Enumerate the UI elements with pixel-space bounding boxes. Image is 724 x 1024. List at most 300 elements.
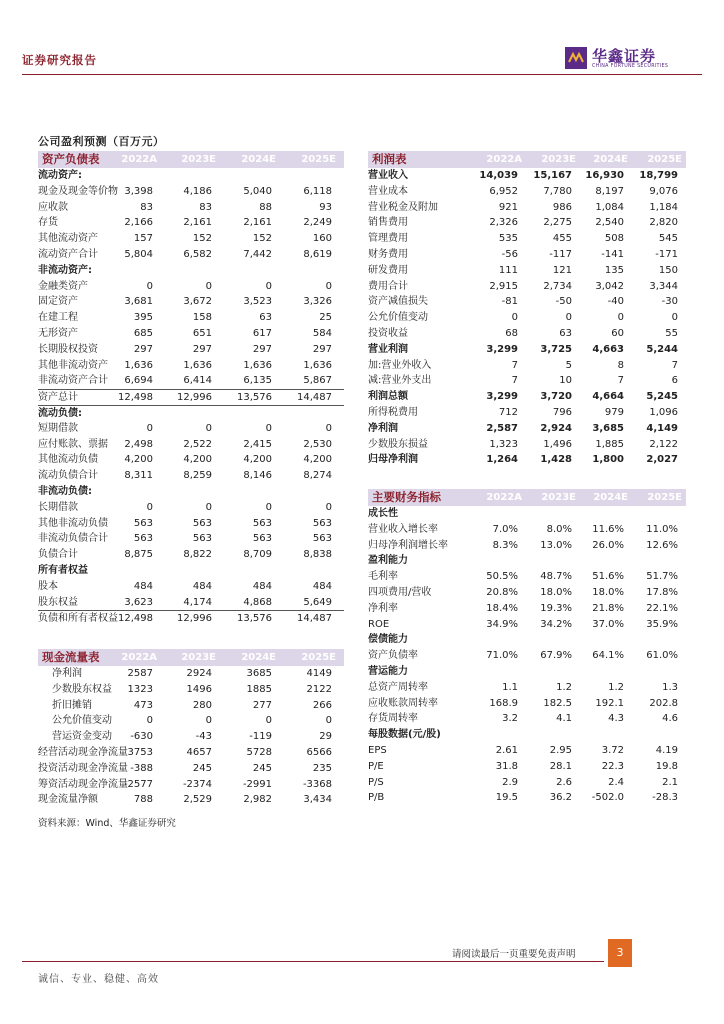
page-number: 3 (608, 939, 632, 967)
cell-value: 1.1 (502, 681, 518, 693)
table-row (368, 421, 686, 437)
row-label: 现金及现金等价物 (38, 185, 118, 197)
row-label: 流动资产合计 (38, 248, 98, 260)
cell-value: 4,200 (124, 454, 153, 466)
row-label: 归母净利润 (368, 454, 418, 466)
cell-value: 6,582 (183, 248, 212, 260)
cell-value: 5,867 (303, 375, 332, 387)
row-label: P/S (368, 776, 384, 788)
cell-value: 55 (665, 327, 678, 339)
cell-value: 0 (325, 715, 332, 727)
cell-value: 5,244 (646, 343, 678, 355)
cell-value: 1,636 (303, 359, 332, 371)
table-row (368, 294, 686, 310)
cell-value: 5,804 (124, 248, 153, 260)
row-label: 所得税费用 (368, 406, 418, 418)
cell-value: 280 (192, 699, 212, 711)
cell-value: -3368 (302, 778, 332, 790)
cell-value: 2,529 (183, 794, 212, 806)
company-logo (565, 47, 710, 73)
cell-value: 68 (505, 327, 518, 339)
cell-value: 13,576 (237, 613, 272, 625)
cell-value: 50.5% (486, 571, 518, 583)
table-row (368, 553, 686, 569)
table-row (38, 200, 344, 216)
table-row (368, 452, 686, 468)
cell-value: 2.1 (662, 776, 678, 788)
table-row (38, 761, 344, 777)
cell-value: 26.0% (592, 539, 624, 551)
row-label: 营业税金及附加 (368, 201, 438, 213)
cell-value: 19.5 (495, 792, 518, 804)
row-label: 现金流量净额 (38, 794, 98, 806)
cell-value: -50 (555, 296, 572, 308)
cell-value: 2122 (306, 683, 332, 695)
cell-value: 4.3 (608, 713, 624, 725)
table-row (38, 421, 344, 437)
cell-value: 297 (133, 343, 153, 355)
row-label: 折旧摊销 (52, 699, 92, 711)
cell-value: 13.0% (540, 539, 572, 551)
cell-value: 51.6% (592, 571, 624, 583)
cell-value: 11.0% (646, 523, 678, 535)
cell-value: 685 (133, 327, 153, 339)
row-label: 偿债能力 (368, 634, 408, 646)
logo-chinese-name: 华鑫证券 (592, 47, 657, 65)
cell-value: 1,885 (595, 438, 624, 450)
row-label: 利润总额 (368, 391, 408, 403)
cell-value: 979 (604, 406, 624, 418)
table-row (368, 310, 686, 326)
cell-value: -119 (249, 731, 272, 743)
cell-value: 6,952 (489, 185, 518, 197)
cell-value: 6,694 (124, 375, 153, 387)
cell-value: 2,820 (649, 217, 678, 229)
table-row (38, 452, 344, 468)
cell-value: 4,174 (183, 596, 212, 608)
cell-value: 0 (565, 312, 572, 324)
cell-value: 0 (205, 715, 212, 727)
cell-value: 1,428 (540, 454, 572, 466)
row-label: 净利润 (52, 668, 82, 679)
row-label: 投资收益 (368, 327, 408, 339)
cell-value: 18.0% (540, 586, 572, 598)
row-label: 非流动负债: (38, 485, 92, 497)
row-label: 每股数据(元/股) (368, 729, 441, 741)
row-label: 存货 (38, 217, 58, 229)
cell-value: 11.6% (592, 523, 624, 535)
cell-value: 277 (252, 699, 272, 711)
cell-value: 4,664 (592, 391, 624, 403)
table-row (368, 231, 686, 247)
cell-value: 35.9% (646, 618, 678, 630)
cell-value: -40 (607, 296, 624, 308)
cell-value: 563 (312, 533, 332, 545)
table-row (368, 215, 686, 231)
table-row (368, 632, 686, 648)
cell-value: 4657 (186, 746, 212, 758)
cell-value: 3,299 (486, 343, 518, 355)
cell-value: 93 (319, 201, 332, 213)
cell-value: 0 (265, 280, 272, 292)
cell-value: 297 (312, 343, 332, 355)
table-row (368, 405, 686, 421)
cell-value: 60 (611, 327, 624, 339)
key-ratios-header-row (368, 489, 686, 506)
cell-value: 1,800 (592, 454, 624, 466)
cell-value: 2,587 (486, 422, 518, 434)
cell-value: 14,487 (297, 392, 332, 404)
row-label: 资产负债率 (368, 650, 418, 662)
cell-value: 0 (617, 312, 624, 324)
cell-value: 1.3 (662, 681, 678, 693)
cell-value: 0 (205, 422, 212, 434)
cell-value: 4,200 (183, 454, 212, 466)
table-row (38, 184, 344, 200)
year-header: 2025E (301, 652, 336, 663)
cell-value: 25 (319, 312, 332, 324)
row-label: 负债合计 (38, 549, 78, 561)
table-row (38, 531, 344, 547)
balance-sheet-title: 资产负债表 (42, 152, 100, 166)
table-row (38, 215, 344, 231)
cell-value: 9,076 (649, 185, 678, 197)
table-row (368, 696, 686, 712)
cell-value: 150 (658, 264, 678, 276)
cell-value: -502.0 (591, 792, 624, 804)
table-row (368, 775, 686, 791)
table-row (38, 698, 344, 714)
row-label: 少数股东损益 (368, 438, 428, 450)
cell-value: 0 (205, 501, 212, 513)
row-label: P/B (368, 792, 385, 804)
cell-value: 14,039 (479, 170, 518, 181)
table-row (38, 263, 344, 279)
cell-value: 8,619 (303, 248, 332, 260)
table-row (38, 326, 344, 342)
cell-value: 2,249 (303, 217, 332, 229)
table-row (38, 279, 344, 295)
table-row (368, 200, 686, 216)
cell-value: 152 (252, 233, 272, 245)
row-label: 所有者权益 (38, 564, 88, 576)
cell-value: -43 (195, 731, 212, 743)
cell-value: 3,623 (124, 596, 153, 608)
table-row (368, 569, 686, 585)
table-row (38, 547, 344, 563)
cell-value: 651 (192, 327, 212, 339)
cell-value: 4.6 (662, 713, 678, 725)
cell-value: 245 (252, 762, 272, 774)
cell-value: 484 (312, 580, 332, 592)
cell-value: 2,915 (489, 280, 518, 292)
cell-value: 18.4% (486, 602, 518, 614)
cell-value: 2924 (186, 668, 212, 679)
disclaimer-note: 请阅读最后一页重要免责声明 (452, 949, 576, 960)
row-label: 固定资产 (38, 296, 78, 308)
cell-value: 4149 (306, 668, 332, 679)
cell-value: 3753 (127, 746, 153, 758)
table-row (368, 585, 686, 601)
row-label: 其他非流动资产 (38, 359, 108, 371)
cell-value: 2.6 (556, 776, 572, 788)
cell-value: 1,496 (543, 438, 572, 450)
table-row (368, 711, 686, 727)
cell-value: 71.0% (486, 650, 518, 662)
row-label: 毛利率 (368, 571, 398, 583)
cell-value: 22.3 (601, 760, 624, 772)
cell-value: 3,344 (649, 280, 678, 292)
year-header: 2024E (241, 652, 276, 663)
row-label: 营业收入增长率 (368, 523, 438, 535)
cell-value: 484 (192, 580, 212, 592)
cell-value: 508 (604, 233, 624, 245)
income-statement-header-row (368, 151, 686, 168)
row-label: 营运能力 (368, 665, 408, 677)
cell-value: 986 (552, 201, 572, 213)
cell-value: 12,996 (177, 392, 212, 404)
cell-value: 12,498 (118, 392, 153, 404)
cell-value: 3,523 (243, 296, 272, 308)
cell-value: 7 (671, 359, 678, 371)
row-label: 其他流动负债 (38, 454, 98, 466)
cell-value: 8,197 (595, 185, 624, 197)
cell-value: 1,264 (486, 454, 518, 466)
cell-value: -141 (601, 248, 624, 260)
cell-value: 4,200 (303, 454, 332, 466)
cell-value: 3,681 (124, 296, 153, 308)
header-divider (22, 74, 702, 75)
table-row (38, 310, 344, 326)
cell-value: 4,149 (646, 422, 678, 434)
table-row (368, 522, 686, 538)
cell-value: 64.1% (592, 650, 624, 662)
cell-value: 51.7% (646, 571, 678, 583)
cell-value: 0 (671, 312, 678, 324)
footer-divider (22, 961, 604, 962)
cell-value: 28.1 (549, 760, 572, 772)
row-label: 流动负债: (38, 407, 82, 419)
income-statement-table (368, 151, 686, 468)
cell-value: 18,799 (639, 170, 678, 181)
cell-value: 563 (192, 517, 212, 529)
cell-value: -171 (655, 248, 678, 260)
row-label: 销售费用 (368, 217, 408, 229)
cell-value: 5,649 (303, 596, 332, 608)
row-label: 应收款 (38, 201, 68, 213)
cell-value: 19.3% (540, 602, 572, 614)
cell-value: 1,636 (183, 359, 212, 371)
cell-value: 83 (199, 201, 212, 213)
cell-value: 158 (192, 312, 212, 324)
cell-value: 182.5 (543, 697, 572, 709)
cell-value: 4,663 (592, 343, 624, 355)
row-label: EPS (368, 744, 387, 756)
cell-value: -117 (549, 248, 572, 260)
cell-value: 2.9 (502, 776, 518, 788)
cell-value: 2,734 (543, 280, 572, 292)
cell-value: 0 (265, 501, 272, 513)
cell-value: -388 (130, 762, 153, 774)
cell-value: 2,540 (595, 217, 624, 229)
cell-value: 484 (252, 580, 272, 592)
cell-value: 535 (498, 233, 518, 245)
cell-value: 0 (146, 280, 153, 292)
cell-value: 22.1% (646, 602, 678, 614)
cell-value: 563 (252, 533, 272, 545)
cell-value: 16,930 (585, 170, 624, 181)
cell-value: 4,186 (183, 185, 212, 197)
key-ratios-table (368, 489, 686, 806)
cell-value: 8,838 (303, 549, 332, 561)
cell-value: 18.0% (592, 586, 624, 598)
table-row (368, 617, 686, 633)
cell-value: 0 (325, 280, 332, 292)
table-row (38, 247, 344, 263)
table-row (368, 358, 686, 374)
cell-value: 10 (559, 375, 572, 387)
cell-value: 0 (146, 501, 153, 513)
logo-mark-icon (565, 47, 587, 69)
row-label: 少数股东权益 (52, 683, 112, 695)
table-row (38, 437, 344, 453)
row-label: 股东权益 (38, 596, 78, 608)
cell-value: 1,096 (649, 406, 678, 418)
row-label: 归母净利润增长率 (368, 539, 448, 551)
cell-value: 796 (552, 406, 572, 418)
cell-value: 8,274 (303, 470, 332, 482)
table-row (38, 389, 344, 405)
income-statement-title: 利润表 (372, 152, 407, 166)
cell-value: 1323 (127, 683, 153, 695)
row-label: 营业收入 (368, 170, 408, 181)
year-header: 2022A (486, 492, 522, 503)
row-label: 非流动负债合计 (38, 533, 108, 545)
cell-value: 3,299 (486, 391, 518, 403)
table-row (38, 729, 344, 745)
table-row (368, 389, 686, 405)
cell-value: 168.9 (489, 697, 518, 709)
cell-value: 2,122 (649, 438, 678, 450)
table-row (38, 405, 344, 421)
table-row (368, 506, 686, 522)
year-header: 2024E (241, 154, 276, 165)
table-row (38, 373, 344, 389)
table-row (38, 358, 344, 374)
cell-value: 4.19 (655, 744, 678, 756)
cell-value: 34.9% (486, 618, 518, 630)
table-row (368, 263, 686, 279)
cell-value: -28.3 (652, 792, 678, 804)
table-row (38, 745, 344, 761)
cell-value: 12,996 (177, 613, 212, 625)
cell-value: 2,415 (243, 438, 272, 450)
cell-value: -2991 (242, 778, 272, 790)
table-row (38, 168, 344, 184)
table-row (38, 579, 344, 595)
table-row (38, 516, 344, 532)
cell-value: 12,498 (118, 613, 153, 625)
cell-value: 135 (604, 264, 624, 276)
cell-value: 8,311 (124, 470, 153, 482)
cell-value: 13,576 (237, 392, 272, 404)
cell-value: 48.7% (540, 571, 572, 583)
year-header: 2022A (486, 154, 522, 165)
row-label: 公允价值变动 (52, 715, 112, 727)
year-header: 2025E (301, 154, 336, 165)
cell-value: 235 (312, 762, 332, 774)
table-row (38, 231, 344, 247)
cell-value: 3,725 (540, 343, 572, 355)
row-label: 投资活动现金净流量 (38, 762, 128, 774)
cell-value: 2.61 (495, 744, 518, 756)
row-label: 非流动资产合计 (38, 375, 108, 387)
cell-value: 3,434 (303, 794, 332, 806)
cell-value: 7 (511, 375, 518, 387)
report-type-title: 证券研究报告 (22, 53, 97, 67)
table-row (368, 538, 686, 554)
cell-value: 0 (265, 422, 272, 434)
cell-value: 17.8% (646, 586, 678, 598)
cell-value: 2,326 (489, 217, 518, 229)
cash-flow-table (38, 649, 344, 808)
cell-value: 617 (252, 327, 272, 339)
key-ratios-title: 主要财务指标 (372, 490, 441, 504)
row-label: 流动资产: (38, 170, 82, 181)
cell-value: 7 (511, 359, 518, 371)
cell-value: -630 (130, 731, 153, 743)
cell-value: 0 (146, 422, 153, 434)
year-header: 2023E (181, 154, 216, 165)
row-label: 非流动资产: (38, 264, 92, 276)
cell-value: 473 (133, 699, 153, 711)
cell-value: 545 (658, 233, 678, 245)
year-header: 2023E (541, 154, 576, 165)
year-header: 2024E (593, 154, 628, 165)
cell-value: 5,245 (646, 391, 678, 403)
cell-value: 29 (319, 731, 332, 743)
cell-value: 20.8% (486, 586, 518, 598)
cell-value: 1885 (246, 683, 272, 695)
cell-value: 484 (133, 580, 153, 592)
cell-value: 921 (498, 201, 518, 213)
cell-value: 7.0% (492, 523, 518, 535)
cash-flow-header-row (38, 649, 344, 666)
cell-value: 6,135 (243, 375, 272, 387)
cell-value: 4,868 (243, 596, 272, 608)
year-header: 2022A (121, 154, 157, 165)
table-row (368, 727, 686, 743)
cell-value: 2,275 (543, 217, 572, 229)
row-label: 经营活动现金净流量 (38, 746, 128, 758)
cell-value: 563 (192, 533, 212, 545)
cell-value: 5,040 (243, 185, 272, 197)
row-label: 营运资金变动 (52, 731, 112, 743)
row-label: 在建工程 (38, 312, 78, 324)
cell-value: 121 (552, 264, 572, 276)
cell-value: 2,522 (183, 438, 212, 450)
row-label: 无形资产 (38, 327, 78, 339)
row-label: 长期借款 (38, 501, 78, 513)
row-label: 盈利能力 (368, 555, 408, 567)
table-row (368, 759, 686, 775)
cell-value: 8,709 (243, 549, 272, 561)
cell-value: 6,118 (303, 185, 332, 197)
cell-value: 266 (312, 699, 332, 711)
row-label: 应付账款、票据 (38, 438, 108, 450)
table-row (38, 666, 344, 682)
cell-value: 67.9% (540, 650, 572, 662)
